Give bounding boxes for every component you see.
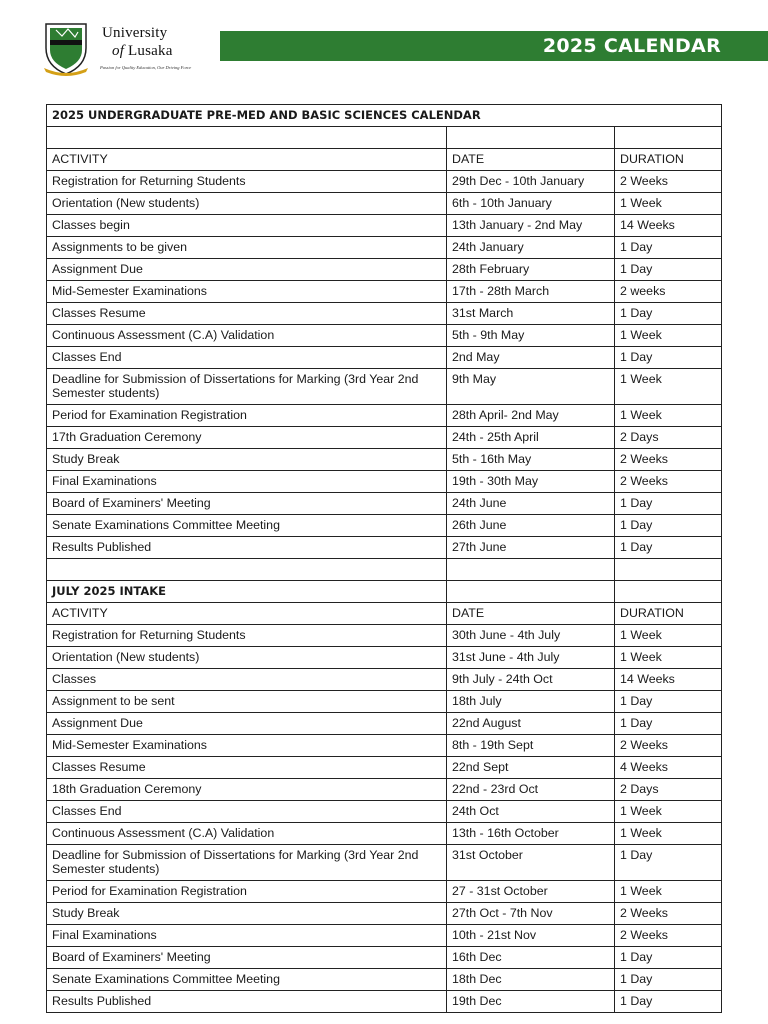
column-header-activity: ACTIVITY <box>47 603 447 625</box>
table-row <box>47 369 722 405</box>
duration-cell: 1 Day <box>615 347 722 369</box>
date-cell: 27th June <box>447 537 615 559</box>
activity-cell: Deadline for Submission of Dissertations for Marking (3rd Year 2nd Semester students) <box>47 369 447 405</box>
date-cell: 18th July <box>447 691 615 713</box>
duration-cell: 1 Day <box>615 991 722 1013</box>
premed-section-title-row <box>47 105 722 127</box>
premed-section-header-row <box>47 149 722 171</box>
duration-cell: 1 Week <box>615 193 722 215</box>
table-row <box>47 237 722 259</box>
date-cell: 30th June - 4th July <box>447 625 615 647</box>
table-row <box>47 823 722 845</box>
date-cell: 24th - 25th April <box>447 427 615 449</box>
activity-cell: Registration for Returning Students <box>47 625 447 647</box>
date-cell: 27th Oct - 7th Nov <box>447 903 615 925</box>
date-cell: 6th - 10th January <box>447 193 615 215</box>
date-cell: 28th February <box>447 259 615 281</box>
university-name-line1: University <box>102 25 168 41</box>
university-logo <box>40 20 200 80</box>
duration-cell: 2 Weeks <box>615 735 722 757</box>
activity-cell: Final Examinations <box>47 471 447 493</box>
duration-cell: 1 Week <box>615 801 722 823</box>
activity-cell: Senate Examinations Committee Meeting <box>47 515 447 537</box>
table-row <box>47 691 722 713</box>
duration-cell: 2 Weeks <box>615 171 722 193</box>
table-row <box>47 471 722 493</box>
activity-cell: Classes Resume <box>47 303 447 325</box>
date-cell: 19th - 30th May <box>447 471 615 493</box>
activity-cell: Senate Examinations Committee Meeting <box>47 969 447 991</box>
crest-icon <box>42 20 90 76</box>
table-row <box>47 669 722 691</box>
activity-cell: Board of Examiners' Meeting <box>47 493 447 515</box>
activity-cell: Final Examinations <box>47 925 447 947</box>
duration-cell: 1 Week <box>615 405 722 427</box>
table-row <box>47 193 722 215</box>
duration-cell: 1 Day <box>615 845 722 881</box>
table-row <box>47 405 722 427</box>
university-tagline: Passion for Quality Education, Our Driving Force <box>100 65 192 70</box>
activity-cell: Assignments to be given <box>47 237 447 259</box>
date-cell: 9th July - 24th Oct <box>447 669 615 691</box>
duration-cell: 1 Day <box>615 713 722 735</box>
table-row <box>47 947 722 969</box>
activity-cell: Mid-Semester Examinations <box>47 281 447 303</box>
blank-cell <box>47 127 447 149</box>
duration-cell: 1 Day <box>615 691 722 713</box>
date-cell: 24th Oct <box>447 801 615 823</box>
table-row <box>47 881 722 903</box>
duration-cell: 1 Day <box>615 303 722 325</box>
duration-cell: 1 Day <box>615 947 722 969</box>
date-cell: 9th May <box>447 369 615 405</box>
duration-cell: 1 Day <box>615 493 722 515</box>
table-row <box>47 427 722 449</box>
table-row <box>47 925 722 947</box>
column-header-date: DATE <box>447 149 615 171</box>
date-cell: 8th - 19th Sept <box>447 735 615 757</box>
activity-cell: Deadline for Submission of Dissertations for Marking (3rd Year 2nd Semester students) <box>47 845 447 881</box>
blank-cell <box>447 581 615 603</box>
activity-cell: Continuous Assessment (C.A) Validation <box>47 823 447 845</box>
date-cell: 13th - 16th October <box>447 823 615 845</box>
date-cell: 26th June <box>447 515 615 537</box>
table-row <box>47 303 722 325</box>
activity-cell: Classes Resume <box>47 757 447 779</box>
section-title: JULY 2025 INTAKE <box>47 581 447 603</box>
blank-cell <box>615 559 722 581</box>
duration-cell: 1 Day <box>615 515 722 537</box>
table-row <box>47 347 722 369</box>
duration-cell: 2 Days <box>615 779 722 801</box>
date-cell: 27 - 31st October <box>447 881 615 903</box>
activity-cell: Assignment to be sent <box>47 691 447 713</box>
calendar-title-banner: 2025 CALENDAR <box>220 31 768 61</box>
activity-cell: Orientation (New students) <box>47 193 447 215</box>
table-row <box>47 647 722 669</box>
duration-cell: 1 Day <box>615 237 722 259</box>
activity-cell: 18th Graduation Ceremony <box>47 779 447 801</box>
date-cell: 22nd Sept <box>447 757 615 779</box>
date-cell: 24th June <box>447 493 615 515</box>
spacer-row <box>47 559 722 581</box>
blank-cell <box>615 127 722 149</box>
duration-cell: 1 Day <box>615 259 722 281</box>
table-row <box>47 537 722 559</box>
activity-cell: Mid-Semester Examinations <box>47 735 447 757</box>
duration-cell: 1 Week <box>615 325 722 347</box>
column-header-duration: DURATION <box>615 603 722 625</box>
table-row <box>47 449 722 471</box>
duration-cell: 14 Weeks <box>615 215 722 237</box>
july-intake-title-row <box>47 581 722 603</box>
blank-cell <box>447 127 615 149</box>
blank-cell <box>47 559 447 581</box>
table-row <box>47 171 722 193</box>
table-row <box>47 259 722 281</box>
date-cell: 5th - 9th May <box>447 325 615 347</box>
date-cell: 31st March <box>447 303 615 325</box>
university-name <box>102 24 173 60</box>
date-cell: 24th January <box>447 237 615 259</box>
duration-cell: 4 Weeks <box>615 757 722 779</box>
table-row <box>47 325 722 347</box>
july-intake-header-row <box>47 603 722 625</box>
activity-cell: Results Published <box>47 991 447 1013</box>
column-header-date: DATE <box>447 603 615 625</box>
date-cell: 17th - 28th March <box>447 281 615 303</box>
date-cell: 22nd August <box>447 713 615 735</box>
duration-cell: 2 Weeks <box>615 471 722 493</box>
date-cell: 22nd - 23rd Oct <box>447 779 615 801</box>
duration-cell: 1 Week <box>615 369 722 405</box>
blank-cell <box>615 581 722 603</box>
date-cell: 10th - 21st Nov <box>447 925 615 947</box>
duration-cell: 2 weeks <box>615 281 722 303</box>
table-row <box>47 281 722 303</box>
date-cell: 13th January - 2nd May <box>447 215 615 237</box>
activity-cell: Assignment Due <box>47 713 447 735</box>
table-row <box>47 493 722 515</box>
duration-cell: 1 Day <box>615 537 722 559</box>
spacer-row <box>47 127 722 149</box>
calendar-table <box>46 104 722 1013</box>
table-row <box>47 735 722 757</box>
activity-cell: Classes begin <box>47 215 447 237</box>
duration-cell: 1 Day <box>615 969 722 991</box>
activity-cell: Registration for Returning Students <box>47 171 447 193</box>
table-row <box>47 969 722 991</box>
table-row <box>47 713 722 735</box>
date-cell: 29th Dec - 10th January <box>447 171 615 193</box>
date-cell: 18th Dec <box>447 969 615 991</box>
activity-cell: Results Published <box>47 537 447 559</box>
blank-cell <box>447 559 615 581</box>
activity-cell: Period for Examination Registration <box>47 405 447 427</box>
activity-cell: Period for Examination Registration <box>47 881 447 903</box>
activity-cell: Continuous Assessment (C.A) Validation <box>47 325 447 347</box>
table-row <box>47 625 722 647</box>
table-row <box>47 801 722 823</box>
activity-cell: Study Break <box>47 903 447 925</box>
date-cell: 2nd May <box>447 347 615 369</box>
duration-cell: 2 Weeks <box>615 925 722 947</box>
calendar-table-body <box>47 105 722 1013</box>
column-header-activity: ACTIVITY <box>47 149 447 171</box>
table-row <box>47 903 722 925</box>
date-cell: 5th - 16th May <box>447 449 615 471</box>
activity-cell: Classes <box>47 669 447 691</box>
table-row <box>47 215 722 237</box>
table-row <box>47 779 722 801</box>
date-cell: 31st June - 4th July <box>447 647 615 669</box>
column-header-duration: DURATION <box>615 149 722 171</box>
date-cell: 28th April- 2nd May <box>447 405 615 427</box>
activity-cell: 17th Graduation Ceremony <box>47 427 447 449</box>
activity-cell: Classes End <box>47 347 447 369</box>
date-cell: 16th Dec <box>447 947 615 969</box>
table-row <box>47 845 722 881</box>
duration-cell: 1 Week <box>615 625 722 647</box>
date-cell: 31st October <box>447 845 615 881</box>
activity-cell: Board of Examiners' Meeting <box>47 947 447 969</box>
duration-cell: 1 Week <box>615 881 722 903</box>
section-title: 2025 UNDERGRADUATE PRE-MED AND BASIC SCIENCES CALENDAR <box>47 105 722 127</box>
university-name-line2: of Lusaka <box>112 43 173 59</box>
activity-cell: Orientation (New students) <box>47 647 447 669</box>
table-row <box>47 515 722 537</box>
duration-cell: 14 Weeks <box>615 669 722 691</box>
table-row <box>47 991 722 1013</box>
activity-cell: Classes End <box>47 801 447 823</box>
table-row <box>47 757 722 779</box>
duration-cell: 1 Week <box>615 823 722 845</box>
duration-cell: 2 Weeks <box>615 449 722 471</box>
duration-cell: 1 Week <box>615 647 722 669</box>
activity-cell: Study Break <box>47 449 447 471</box>
date-cell: 19th Dec <box>447 991 615 1013</box>
duration-cell: 2 Days <box>615 427 722 449</box>
duration-cell: 2 Weeks <box>615 903 722 925</box>
activity-cell: Assignment Due <box>47 259 447 281</box>
